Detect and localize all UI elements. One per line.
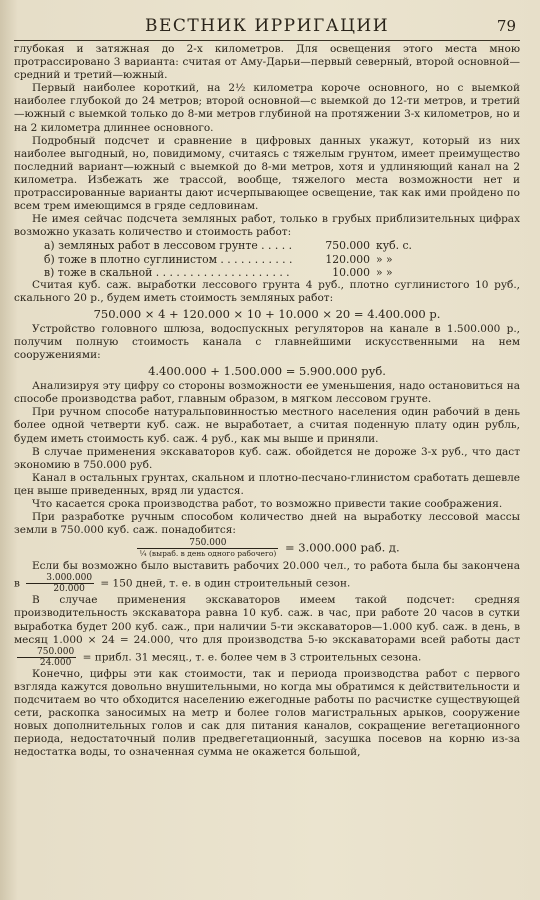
fraction-denominator: 24.000 <box>39 657 72 668</box>
works-item-unit: » » <box>376 265 393 279</box>
paragraph-6: Устройство головного шлюза, водоспускных регуляторов на канале в 1.500.000 р., получим полную стоимость канала с главнейшими искусственными на нем сооружениями: <box>14 322 520 362</box>
fraction <box>26 573 94 594</box>
works-list <box>44 239 520 278</box>
paragraph-7: Анализируя эту цифру со стороны возможности ее уменьшения, надо остановиться на способе производства работ, главным образом, в мягком лессовом грунте. <box>14 380 520 406</box>
fraction-numerator: 750.000 <box>137 538 278 549</box>
fraction-denominator: 20.000 <box>53 584 85 595</box>
works-list-item <box>44 266 520 279</box>
paragraph-14 <box>14 594 520 667</box>
works-item-label: в) тоже в скальной . . . <box>44 266 294 279</box>
fraction <box>137 538 278 559</box>
works-list-item <box>44 253 520 266</box>
paragraph-13-result: = 150 дней, т. е. в один строительный сезон. <box>100 577 351 590</box>
page-header <box>14 0 520 41</box>
works-item-unit: куб. с. <box>376 239 412 253</box>
paragraph-13 <box>14 560 520 594</box>
works-item-label: б) тоже в плотно суглинистом . . . <box>44 253 294 266</box>
works-list-item <box>44 239 520 252</box>
paragraph-13-text: Если бы возможно было выставить рабочих 20.000 чел., то работа была бы закончена в <box>14 560 520 590</box>
works-item-label: а) земляных работ в лессовом грунте . . . <box>44 239 294 252</box>
paragraph-11: Что касается срока производства работ, то возможно привести такие соображения. <box>32 498 503 510</box>
paragraph-15: Конечно, цифры эти как стоимости, так и периода производства работ с первого взгляда кажутся довольно внушительными, но когда мы обратимся к действительности и подсчитаем во что обходится населению ежегодные работы по расчистке существующей сети, раскопка заносимых на метр и более голов магистральных арыков, сооружение новых дополнительных голов и сак для питания каналов, сокращение вегетационного периода, недостаточный полив предвегетационный, засушка посевов на корню из-за недостатка воды, то означенная сумма не окажется большой, <box>14 667 520 759</box>
fraction-denominator <box>137 549 278 559</box>
formula-earthworks-cost: 750.000 × 4 + 120.000 × 10 + 10.000 × 20 = 4.400.000 р. <box>93 306 441 321</box>
works-item-value: 120.000 <box>325 252 370 266</box>
journal-title: ВЕСТНИК ИРРИГАЦИИ <box>144 16 390 36</box>
paragraph-3: Подробный подсчет и сравнение в цифровых данных укажут, который из них наиболее выгодный, но, повидимому, считаясь с тяжелым грунтом, имеет преимущество последний вариант—южный с выемкой до 8-ми метров, хотя и удлиняющий канал на 2 километра. Избежать же трассой, вообще, тяжелого места возможности нет и протрассированные варианты дают исчерпывающее освещение, так как ими пройдено по всем трем имеющимся в гряде седловинам. <box>14 134 520 213</box>
paragraph-5: Считая куб. саж. выработки лессового грунта 4 руб., плотно суглинистого 10 руб., скального 20 р., будем иметь стоимость земляных работ: <box>14 278 520 304</box>
fraction-denominator-text: ¼ (выраб. в день одного рабочего) <box>139 549 277 559</box>
formula-labor-days <box>14 538 520 559</box>
paragraph-12: При разработке ручным способом количество дней на выработку лессовой массы земли в 750.000 куб. саж. понадобится: <box>14 511 520 537</box>
paragraph-9: В случае применения экскаваторов куб. саж. обойдется не дороже 3-х руб., что даст экономию в 750.000 руб. <box>14 445 520 471</box>
paragraph-14-result: = прибл. 31 месяц., т. е. более чем в 3 строительных сезона. <box>82 651 422 664</box>
fraction-numerator: 3.000.000 <box>26 573 94 584</box>
fraction <box>17 647 76 668</box>
article-body <box>14 43 520 759</box>
paragraph-14-text: В случае применения экскаваторов имеем такой подсчет: средняя производительность экскаватора равна 10 куб. саж. в час, при работе 20 часов в сутки выработка будет 200 куб. саж., при наличии 5-ти экскаваторов—1.000 куб. саж. в день, в месяц 1.000 × 24 = 24.000, что для производства 5-ю экскаваторами всей работы даст <box>14 594 520 646</box>
works-item-value: 10.000 <box>332 265 370 279</box>
works-item-value: 750.000 <box>325 239 370 253</box>
paragraph-10: Канал в остальных грунтах, скальном и плотно-песчано-глинистом сработать дешевле цен выше приведенных, вряд ли удастся. <box>14 471 520 497</box>
paragraph-2: Первый наиболее короткий, на 2½ километра короче основного, но с выемкой наиболее глубокой до 24 метров; второй основной—с выемкой до 12-ти метров, и третий—южный с выемкой только до 8-ми метров глубиной на протяжении 3-х километров, но и на 2 километра длиннее основного. <box>14 82 520 134</box>
formula-total-cost: 4.400.000 + 1.500.000 = 5.900.000 руб. <box>148 364 386 379</box>
paragraph-8: При ручном способе натуральповинностью местного населения один рабочий в день более одной четверти куб. саж. не выработает, а считая поденную плату один рубль, будем иметь стоимость куб. саж. 4 руб., как мы выше и приняли. <box>14 406 520 445</box>
paragraph-4: Не имея сейчас подсчета земляных работ, только в грубых приблизительных цифрах возможно указать количество и стоимость работ: <box>14 213 520 239</box>
formula-result: = 3.000.000 раб. д. <box>285 540 400 555</box>
paragraph-1: глубокая и затяжная до 2-х километров. Для освещения этого места мною протрассировано 3 варианта: считая от Аму-Дарьи—первый северный, второй основной—средний и третий—южный. <box>14 43 520 82</box>
fraction-numerator: 750.000 <box>17 647 76 658</box>
works-item-unit: » » <box>376 252 393 266</box>
page-number: 79 <box>496 17 516 35</box>
